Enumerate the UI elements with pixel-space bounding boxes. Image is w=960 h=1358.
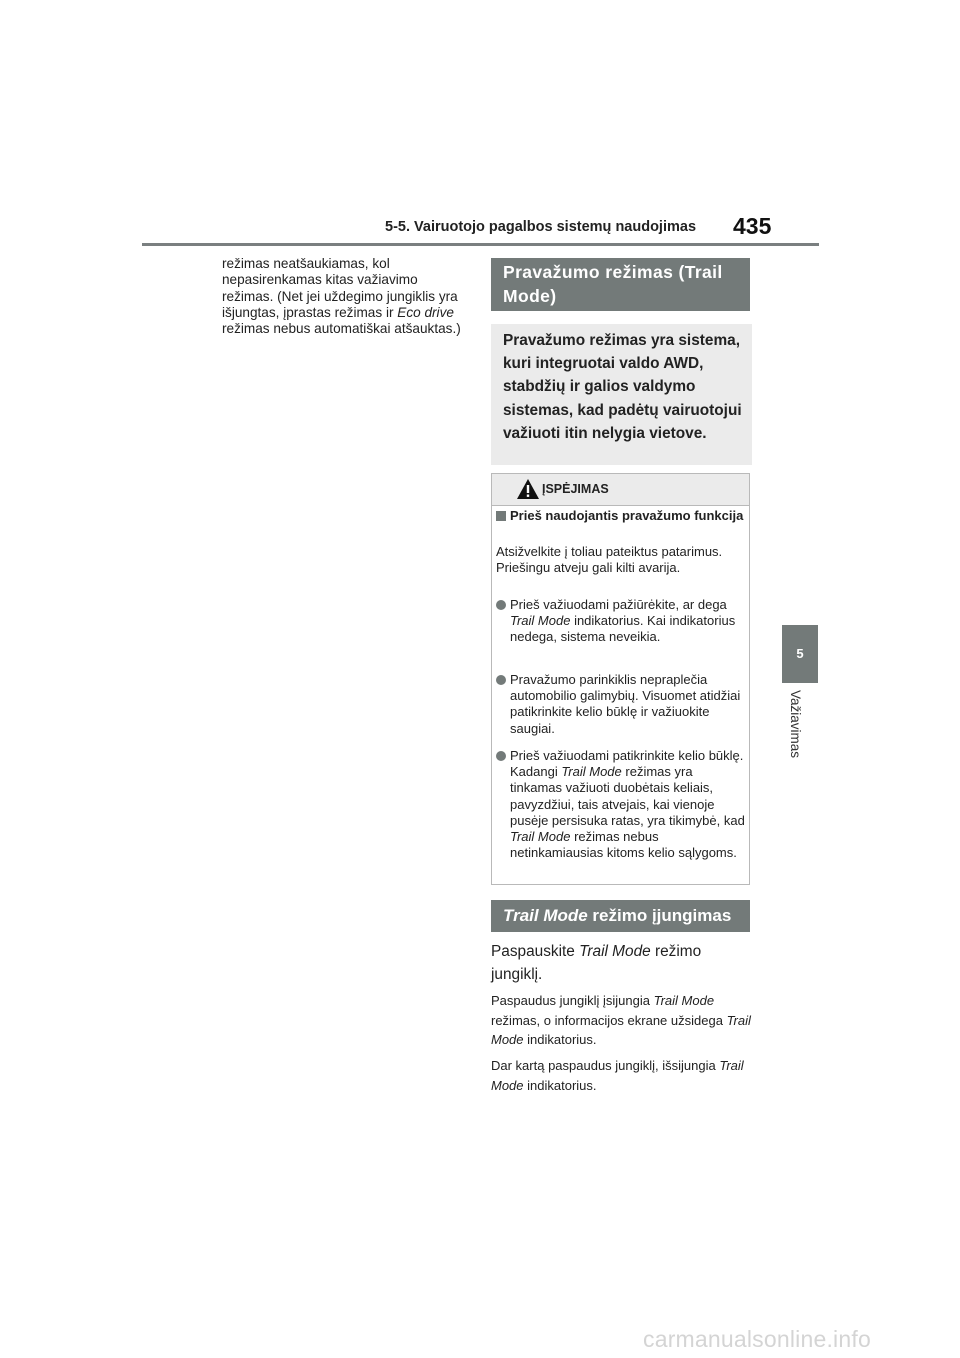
chapter-label: Važiavimas <box>788 690 803 759</box>
warning-subheading <box>496 508 744 524</box>
section-title: 5-5. Vairuotojo pagalbos sistemų naudojimas <box>385 219 697 235</box>
warning-header <box>492 474 749 506</box>
p2-a: Dar kartą paspaudus jungiklį, išsijungia <box>491 1058 720 1073</box>
bullet-text-a: Pravažumo parinkiklis nepraplečia automobilio galimybių. Visuomet atidžiai patikrinkite kelio būklę ir važiuokite saugiai. <box>510 672 741 736</box>
chapter-number: 5 <box>796 646 804 661</box>
bullet-text-a: Prieš važiuodami patikrinkite kelio būklę. Kadangi <box>510 748 744 780</box>
paragraph-activation <box>491 991 753 1050</box>
warning-bullet <box>496 597 746 646</box>
left-paragraph <box>222 256 467 337</box>
circle-bullet-icon <box>496 675 506 685</box>
bullet-text-italic-2: Trail Mode <box>510 829 571 845</box>
step-b: režimo jungiklį. <box>491 943 702 983</box>
warning-bullet <box>496 672 746 737</box>
left-paragraph-b: režimas nebus automatiškai atšauktas.) <box>222 321 461 337</box>
section-heading-activation <box>491 900 750 932</box>
bullet-text-a: Prieš važiuodami pažiūrėkite, ar dega <box>510 597 727 612</box>
heading-italic: Trail Mode <box>503 906 588 925</box>
warning-title: ĮSPĖJIMAS <box>542 482 609 496</box>
warning-bullet <box>496 748 746 861</box>
p1-b: režimas, o informacijos ekrane užsidega <box>491 1012 727 1028</box>
p1-c: indikatorius. <box>523 1032 597 1047</box>
paragraph-deactivation <box>491 1056 753 1095</box>
bullet-text-italic: Trail Mode <box>510 613 571 629</box>
left-paragraph-a: režimas neatšaukiamas, kol nepasirenkamas kitas važiavimo režimas. (Net jei uždegimo jungiklis yra išjungtas, įprastas režimas ir <box>222 256 458 320</box>
p1-a: Paspaudus jungiklį įsijungia <box>491 993 654 1008</box>
bullet-text-b: režimas yra tinkamas važiuoti duobėtais keliais, pavyzdžiui, tais atvejais, kai vienoje pusėje persisuka ratas, yra tikimybė, kad <box>510 764 745 828</box>
section-heading-trail-mode: Pravažumo režimas (Trail Mode) <box>491 258 750 311</box>
page-number: 435 <box>733 213 772 239</box>
step-italic: Trail Mode <box>579 943 651 960</box>
square-bullet-icon <box>496 511 506 521</box>
p1-italic-1: Trail Mode <box>653 993 715 1008</box>
circle-bullet-icon <box>496 751 506 761</box>
warning-subheading-text: Prieš naudojantis pravažumo funkcija <box>510 508 744 523</box>
chapter-label-wrap <box>780 690 816 780</box>
watermark: carmanualsonline.info <box>643 1326 871 1352</box>
step-a: Paspauskite <box>491 943 580 960</box>
circle-bullet-icon <box>496 600 506 610</box>
p2-italic: Trail Mode <box>491 1058 744 1093</box>
section-intro: Pravažumo režimas yra sistema, kuri integruotai valdo AWD, stabdžių ir galios valdymo sistemas, kad padėtų vairuotojui važiuoti itin nelygia vietove. <box>491 324 752 465</box>
p2-b: indikatorius. <box>523 1077 597 1093</box>
bullet-text-c: režimas nebus netinkamiausias kitoms kelio sąlygoms. <box>510 829 737 861</box>
header-rule <box>142 243 819 246</box>
bullet-text-b: indikatorius. Kai indikatorius nedega, sistema neveikia. <box>510 613 736 645</box>
warning-box <box>491 473 750 885</box>
step-instruction <box>491 940 751 986</box>
warning-text: Atsižvelkite į toliau pateiktus patarimus. Priešingu atveju gali kilti avarija. <box>496 544 723 575</box>
heading-rest: režimo įjungimas <box>587 906 732 925</box>
warning-triangle-icon <box>516 478 540 500</box>
p1-italic-2: Trail Mode <box>491 1012 751 1047</box>
bullet-text-italic: Trail Mode <box>561 764 622 780</box>
left-paragraph-italic: Eco drive <box>397 304 454 320</box>
chapter-tab <box>782 625 818 683</box>
